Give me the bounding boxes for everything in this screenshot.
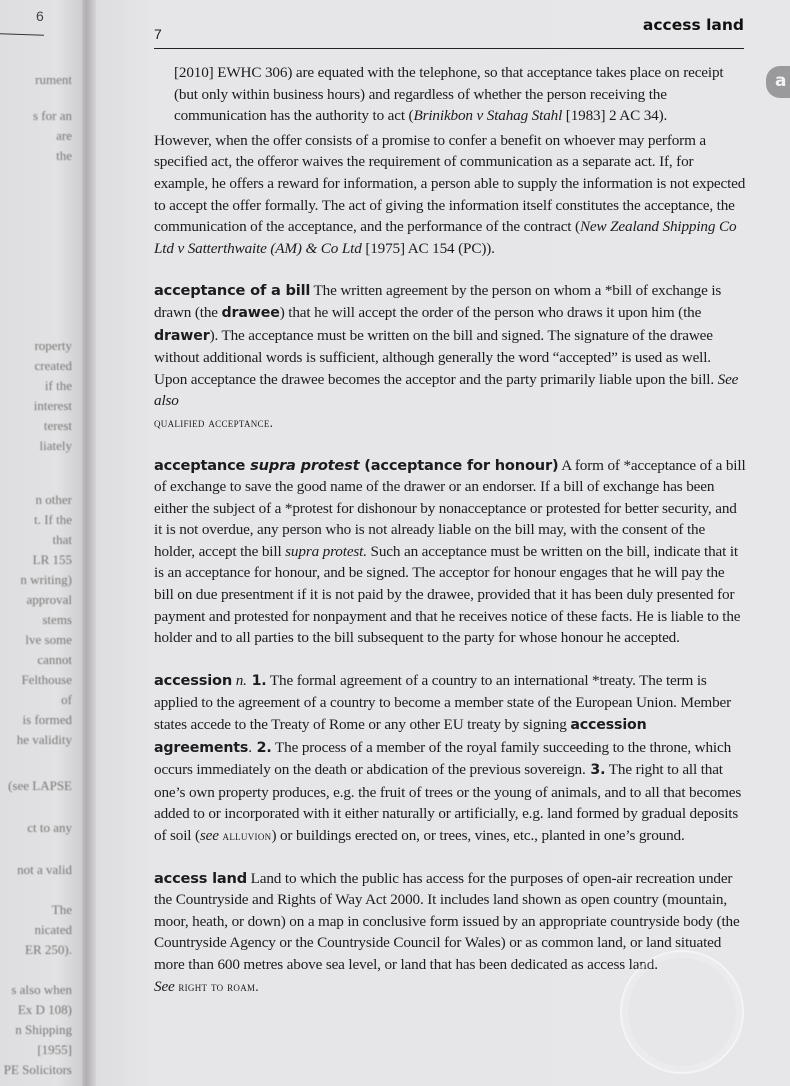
left-text-fragment: The (51, 902, 72, 917)
headword: accession (154, 671, 233, 689)
dictionary-page (96, 0, 790, 1086)
case-citation: New Zealand Shipping Co Ltd v Satterthwaite (AM) & Co Ltd (154, 218, 737, 257)
left-text-fragment: not a valid (17, 862, 72, 877)
sense-number: 1. (246, 672, 267, 689)
left-text-fragment: roperty (34, 338, 72, 353)
running-headword: access land (642, 16, 744, 34)
entry-access-land: access land Land to which the public has access for the purposes of open-air recreation under the Countryside and Rights of Way Act 2000. It includes land shown as open country (mountain, moor, heath, or down) on a map in conclusive form issued by an appropriate countryside body (the Countryside Agency or the Countryside Council for Wales) or as common land, or land situated more than 600 metres above sea level, or land that has been dedicated as access land. See right to roam. (154, 869, 740, 995)
left-header-rule (0, 33, 44, 36)
left-text-fragment: ER 250). (25, 942, 72, 957)
left-text-fragment: are (56, 128, 72, 143)
left-text-fragment: ct to any (27, 820, 72, 835)
page-number: 7 (154, 26, 162, 42)
continued-paragraph-2: However, when the offer consists of a promise to confer a benefit on whoever may perform a specified act, the offeror waives the requirement of communication as a separate act. If, for example, he offers a reward for information, a person able to supply the information is not expected to accept the offer formally. The act of giving the information itself constitutes the acceptance, the communication of the acceptance, and the performance of the contract (New Zealand Shipping Co Ltd v Satterthwaite (AM) & Co Ltd [1975] AC 154 (PC)). (154, 131, 746, 257)
left-text-fragment: of (61, 692, 72, 707)
left-text-fragment: rument (35, 72, 72, 87)
left-text-fragment: Felthouse (21, 672, 72, 687)
entry-acceptance-of-a-bill: acceptance of a bill The written agreement by the person on whom a *bill of exchange is drawn (the drawee) that he will accept the order of the person who draws it upon him (the drawer). The acceptance must be written on the bill and signed. The signature of the drawee without additional words is sufficient, although generally the word “accepted” is used as well. Upon acceptance the drawee becomes the acceptor and the party primarily liable upon the bill. See also qualified acceptance. (154, 282, 739, 430)
left-text-fragment: cannot (37, 652, 72, 667)
left-text-fragment: liately (39, 438, 72, 453)
watermark-stamp (620, 950, 744, 1074)
headword: acceptance of a bill (154, 282, 311, 300)
left-text-fragment: stems (42, 612, 72, 627)
book-gutter (82, 0, 96, 1086)
left-text-fragment: nicated (34, 922, 72, 937)
left-text-fragment: LR 155 (32, 552, 72, 567)
alphabet-thumb-tab: a (766, 66, 790, 98)
left-text-fragment: approval (26, 592, 72, 607)
cross-reference: alluvion (218, 828, 272, 843)
left-text-fragment: PE Solicitors (3, 1062, 72, 1077)
defined-term: drawer (154, 327, 210, 344)
left-text-fragment: n writing) (20, 572, 72, 587)
left-text-fragment: t. If the (34, 512, 72, 527)
left-text-fragment: that (52, 532, 72, 547)
part-of-speech: n. (232, 671, 247, 689)
left-text-fragment: s also when (11, 982, 72, 997)
continued-paragraph: [2010] EWHC 306) are equated with the telephone, so that acceptance takes place on receipt (but only within business hours) and regardless of whether the person receiving the communication has the authority to act (Brinikbon v Stahag Stahl [1983] 2 AC 34). (174, 64, 724, 125)
left-text-fragment: n Shipping (15, 1022, 72, 1037)
defined-term: accession agreements (154, 717, 647, 756)
entry-accession: accession n. 1. The formal agreement of a country to an international *treaty. The term is applied to the agreement of a country to become a member state of the European Union. Member states accede to the Treaty of Rome or any other EU treaty by signing accession agreements. 2. The process of a member of the royal family succeeding to the throne, which occurs immediately on the death or abdication of the previous sovereign. 3. The right to all that one’s own property produces, e.g. the fruit of trees or the young of animals, and to all that becomes added to or incorporated with it either naturally or artificially, e.g. land formed by gradual deposits of soil (see alluvion) or buildings erected on, or trees, vines, etc., planted in one’s ground. (154, 671, 742, 844)
cross-reference: qualified acceptance. (154, 414, 274, 430)
headword: acceptance supra protest (acceptance for honour) (154, 456, 559, 474)
sense-number: 2. (251, 739, 272, 756)
left-text-fragment: is formed (22, 712, 72, 727)
page-body (154, 62, 746, 997)
cross-reference: right to roam. (174, 978, 259, 994)
left-text-fragment: if the (44, 378, 72, 393)
left-page-number: 6 (36, 8, 44, 24)
page-header (154, 14, 744, 49)
left-text-fragment: lve some (25, 632, 72, 647)
left-text-fragment: the (56, 148, 72, 163)
left-text-fragment: [1955] (37, 1042, 72, 1057)
headword: access land (154, 869, 247, 887)
facing-page-left (0, 0, 82, 1086)
left-text-fragment: interest (33, 398, 72, 413)
case-citation: Brinikbon v Stahag Stahl (413, 107, 563, 125)
left-text-fragment: (see LAPSE (8, 778, 72, 793)
defined-term: drawee (221, 304, 280, 321)
entry-acceptance-supra-protest: acceptance supra protest (acceptance for honour) A form of *acceptance of a bill of exchange to save the good name of the drawer or an endorser. If a bill of exchange has been either the subject of a *protest for dishonour by nonacceptance or protested for better security, and it is not overdue, any person who is not already liable on the bill may, with the consent of the holder, accept the bill supra protest. Such an acceptance must be written on the bill, indicate that it is an acceptance for honour, and be signed. The acceptor for honour engages that he will pay the bill on due presentment if it is not paid by the drawee, provided that it has been duly presented for payment and protested for nonpayment and that he receives notice of these facts. He is liable to the holder and to all parties to the bill subsequent to the party for whose honour he accepted. (154, 456, 746, 647)
left-text-fragment: s for an (33, 108, 72, 123)
left-text-fragment: created (34, 358, 72, 373)
left-text-fragment: n other (35, 492, 72, 507)
left-text-fragment: terest (43, 418, 72, 433)
left-text-fragment: he validity (16, 732, 72, 747)
left-text-fragment: Ex D 108) (17, 1002, 72, 1017)
sense-number: 3. (585, 762, 606, 779)
